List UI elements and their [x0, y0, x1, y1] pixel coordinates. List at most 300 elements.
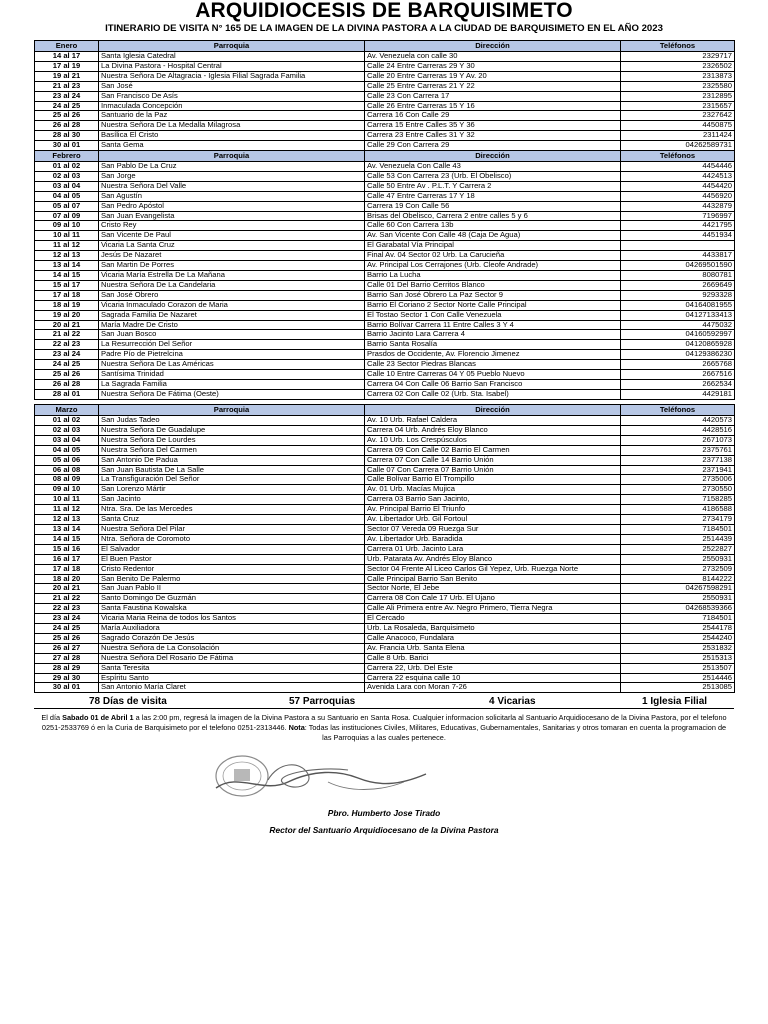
parish-phone: 04268539366 — [621, 604, 735, 614]
visit-dates: 30 al 01 — [35, 683, 99, 693]
parish-name: San Juan Bautista De La Salle — [99, 465, 365, 475]
visit-dates: 10 al 11 — [35, 495, 99, 505]
parish-name: Espíritu Santo — [99, 673, 365, 683]
visit-dates: 28 al 30 — [35, 131, 99, 141]
parish-address: Avenida Lara con Moran 7-26 — [365, 683, 621, 693]
table-row — [35, 663, 735, 673]
table-row — [35, 181, 735, 191]
parish-address: Calle 24 Entre Carreras 29 Y 30 — [365, 61, 621, 71]
table-row — [35, 505, 735, 515]
parish-address: Calle 29 Con Carrera 29 — [365, 141, 621, 151]
parish-address: Av. Francia Urb. Santa Elena — [365, 643, 621, 653]
parish-name: Nuestra Señora De Las Américas — [99, 360, 365, 370]
table-row — [35, 683, 735, 693]
parish-address: Carrera 09 Con Calle 02 Barrio El Carmen — [365, 445, 621, 455]
parish-address: Calle 25 Entre Carreras 21 Y 22 — [365, 81, 621, 91]
visit-dates: 23 al 24 — [35, 614, 99, 624]
parish-name: San José Obrero — [99, 290, 365, 300]
parish-name: Vicaria Inmaculado Corazon de Maria — [99, 300, 365, 310]
parish-phone: 04267598291 — [621, 584, 735, 594]
table-row — [35, 594, 735, 604]
summary-bar — [34, 696, 734, 709]
parish-name: Sagrada Familia De Nazaret — [99, 310, 365, 320]
table-row — [35, 131, 735, 141]
visit-dates: 01 al 02 — [35, 162, 99, 172]
summary-vicarias: 4 Vicarias — [489, 696, 536, 707]
parish-address: Carrera 02 Con Calle 02 (Urb. Sta. Isabel) — [365, 389, 621, 399]
document-title: ARQUIDIOCESIS DE BARQUISIMETO — [195, 0, 573, 22]
visit-dates: 05 al 07 — [35, 201, 99, 211]
parish-address: Urb. La Rosaleda, Barquisimeto — [365, 624, 621, 634]
parish-address: Barrio Jacinto Lara Carrera 4 — [365, 330, 621, 340]
parish-phone — [621, 241, 735, 251]
direccion-header: Dirección — [365, 151, 621, 162]
parish-name: San Pedro Apóstol — [99, 201, 365, 211]
parish-name: San Judas Tadeo — [99, 416, 365, 426]
parish-phone: 4429181 — [621, 389, 735, 399]
visit-dates: 03 al 04 — [35, 181, 99, 191]
parish-phone: 4186588 — [621, 505, 735, 515]
parish-address: Calle 53 Con Carrera 23 (Urb. El Obelisco) — [365, 171, 621, 181]
parish-address: Barrio La Lucha — [365, 270, 621, 280]
visit-dates: 28 al 01 — [35, 389, 99, 399]
telefonos-header: Teléfonos — [621, 405, 735, 416]
table-row — [35, 465, 735, 475]
parish-address: Av. Libertador Urb. Gil Fortoul — [365, 515, 621, 525]
parish-name: María Auxiliadora — [99, 624, 365, 634]
parish-phone: 4424513 — [621, 171, 735, 181]
visit-dates: 13 al 14 — [35, 261, 99, 271]
parish-name: Basílica El Cristo — [99, 131, 365, 141]
parish-phone: 2730550 — [621, 485, 735, 495]
parish-phone: 8080781 — [621, 270, 735, 280]
table-row — [35, 544, 735, 554]
parish-phone: 2311424 — [621, 131, 735, 141]
visit-dates: 26 al 28 — [35, 121, 99, 131]
parish-phone: 2325580 — [621, 81, 735, 91]
table-row — [35, 290, 735, 300]
signature-name: Pbro. Humberto Jose Tirado — [327, 808, 441, 818]
telefonos-header: Teléfonos — [621, 151, 735, 162]
parish-address: Carrera 16 Con Calle 29 — [365, 111, 621, 121]
parish-phone: 04160592997 — [621, 330, 735, 340]
table-row — [35, 370, 735, 380]
visit-dates: 14 al 15 — [35, 270, 99, 280]
parish-name: San Juan Bosco — [99, 330, 365, 340]
parish-name: Cristo Redentor — [99, 564, 365, 574]
parish-address: Calle 10 Entre Carreras 04 Y 05 Pueblo Nuevo — [365, 370, 621, 380]
parish-address: Sector Norte, El Jebe — [365, 584, 621, 594]
parish-phone: 7196997 — [621, 211, 735, 221]
visit-dates: 07 al 09 — [35, 211, 99, 221]
parroquia-header: Parroquia — [99, 151, 365, 162]
parish-phone: 4428516 — [621, 425, 735, 435]
table-row — [35, 435, 735, 445]
parish-phone: 4454420 — [621, 181, 735, 191]
table-row — [35, 101, 735, 111]
visit-dates: 15 al 17 — [35, 280, 99, 290]
visit-dates: 11 al 12 — [35, 241, 99, 251]
parish-phone: 2550931 — [621, 554, 735, 564]
table-row — [35, 445, 735, 455]
visit-dates: 21 al 22 — [35, 594, 99, 604]
parish-address: Carrera 04 Con Calle 06 Barrio San Francisco — [365, 379, 621, 389]
parish-phone: 7184501 — [621, 614, 735, 624]
table-row — [35, 91, 735, 101]
parish-address: Carrera 04 Urb. Andrés Eloy Blanco — [365, 425, 621, 435]
parish-address: Prasdos de Occidente, Av. Florencio Jimenez — [365, 350, 621, 360]
table-row — [35, 425, 735, 435]
parish-name: San Agustín — [99, 191, 365, 201]
parish-name: Nuestra Señora Del Rosario De Fátima — [99, 653, 365, 663]
itinerary-table-february — [34, 150, 735, 400]
visit-dates: 22 al 23 — [35, 604, 99, 614]
table-row — [35, 162, 735, 172]
parish-phone: 7158285 — [621, 495, 735, 505]
visit-dates: 18 al 19 — [35, 300, 99, 310]
visit-dates: 09 al 10 — [35, 221, 99, 231]
parish-address: Calle Anacoco, Fundalara — [365, 633, 621, 643]
table-row — [35, 191, 735, 201]
parish-address: Calle 23 Sector Piedras Blancas — [365, 360, 621, 370]
parish-address: Final Av. 04 Sector 02 Urb. La Carucieña — [365, 251, 621, 261]
parish-phone: 2732509 — [621, 564, 735, 574]
table-row — [35, 330, 735, 340]
visit-dates: 04 al 05 — [35, 191, 99, 201]
parish-address: Calle 26 Entre Carreras 15 Y 16 — [365, 101, 621, 111]
month-header: Marzo — [35, 405, 99, 416]
table-row — [35, 653, 735, 663]
table-row — [35, 280, 735, 290]
parish-address: Carrera 01 Urb. Jacinto Lara — [365, 544, 621, 554]
visit-dates: 01 al 02 — [35, 416, 99, 426]
table-row — [35, 211, 735, 221]
parish-phone: 2522827 — [621, 544, 735, 554]
visit-dates: 06 al 08 — [35, 465, 99, 475]
parish-name: Santa Faustina Kowalska — [99, 604, 365, 614]
visit-dates: 27 al 28 — [35, 653, 99, 663]
table-row — [35, 300, 735, 310]
table-row — [35, 201, 735, 211]
parish-address: Calle 47 Entre Carreras 17 Y 18 — [365, 191, 621, 201]
parish-phone: 2669649 — [621, 280, 735, 290]
table-row — [35, 455, 735, 465]
parish-name: La Transfiguración Del Señor — [99, 475, 365, 485]
table-row — [35, 52, 735, 62]
table-row — [35, 261, 735, 271]
visit-dates: 23 al 24 — [35, 350, 99, 360]
parish-address: Barrio Bolívar Carrera 11 Entre Calles 3 Y 4 — [365, 320, 621, 330]
parish-address: Calle 23 Con Carrera 17 — [365, 91, 621, 101]
table-row — [35, 673, 735, 683]
parish-phone: 04269501590 — [621, 261, 735, 271]
parish-phone: 04164081955 — [621, 300, 735, 310]
visit-dates: 24 al 25 — [35, 101, 99, 111]
parish-name: Nuestra Señora De La Candelaria — [99, 280, 365, 290]
parish-name: Santa Iglesia Catedral — [99, 52, 365, 62]
visit-dates: 19 al 20 — [35, 310, 99, 320]
parish-phone: 2550931 — [621, 594, 735, 604]
parish-name: San Juan Evangelista — [99, 211, 365, 221]
parish-name: San Vicente De Paul — [99, 231, 365, 241]
parish-address: El Garabatal Vía Principal — [365, 241, 621, 251]
note-label: Nota — [288, 723, 305, 733]
parish-phone: 9293328 — [621, 290, 735, 300]
parish-phone: 2327642 — [621, 111, 735, 121]
parish-address: Carrera 19 Con Calle 56 — [365, 201, 621, 211]
parish-name: Nuestra Señora De Lourdes — [99, 435, 365, 445]
parish-name: San Benito De Palermo — [99, 574, 365, 584]
parish-phone: 2531832 — [621, 643, 735, 653]
parish-phone: 04120865928 — [621, 340, 735, 350]
parish-address: Barrio San José Obrero La Paz Sector 9 — [365, 290, 621, 300]
parish-address: Barrio El Coriano 2 Sector Norte Calle Principal — [365, 300, 621, 310]
parish-name: La Resurrección Del Señor — [99, 340, 365, 350]
table-row — [35, 360, 735, 370]
parish-address: Calle Bolívar Barrio El Trompillo — [365, 475, 621, 485]
visit-dates: 02 al 03 — [35, 425, 99, 435]
table-row — [35, 71, 735, 81]
parish-name: El Buen Pastor — [99, 554, 365, 564]
parish-phone: 4454446 — [621, 162, 735, 172]
parish-address: El Tostao Sector 1 Con Calle Venezuela — [365, 310, 621, 320]
parish-name: Inmaculada Concepción — [99, 101, 365, 111]
parish-name: Sagrado Corazón De Jesús — [99, 633, 365, 643]
parish-name: San Jacinto — [99, 495, 365, 505]
table-row — [35, 554, 735, 564]
parish-phone: 4420573 — [621, 416, 735, 426]
table-row — [35, 524, 735, 534]
parish-name: Santo Domingo De Guzmán — [99, 594, 365, 604]
table-row — [35, 310, 735, 320]
parish-name: Nuestra Señora De Fátima (Oeste) — [99, 389, 365, 399]
parish-phone: 4456920 — [621, 191, 735, 201]
parish-address: Sector 04 Frente Al Liceo Carlos Gil Yepez, Urb. Ruezga Norte — [365, 564, 621, 574]
parish-address: El Cercado — [365, 614, 621, 624]
visit-dates: 05 al 06 — [35, 455, 99, 465]
parish-address: Av. Principal Barrio El Triunfo — [365, 505, 621, 515]
parish-phone: 4450875 — [621, 121, 735, 131]
visit-dates: 21 al 23 — [35, 81, 99, 91]
parish-name: La Sagrada Familia — [99, 379, 365, 389]
parish-address: Av. Venezuela con calle 30 — [365, 52, 621, 62]
visit-dates: 28 al 29 — [35, 663, 99, 673]
table-row — [35, 251, 735, 261]
parish-phone: 4432879 — [621, 201, 735, 211]
parish-phone: 2514439 — [621, 534, 735, 544]
parish-phone: 4451934 — [621, 231, 735, 241]
table-row — [35, 515, 735, 525]
parish-address: Carrera 15 Entre Calles 35 Y 36 — [365, 121, 621, 131]
visit-dates: 22 al 23 — [35, 340, 99, 350]
visit-dates: 12 al 13 — [35, 251, 99, 261]
parish-name: Santa Teresita — [99, 663, 365, 673]
signature-role: Rector del Santuario Arquidiocesano de la Divina Pastora — [269, 825, 499, 835]
visit-dates: 18 al 20 — [35, 574, 99, 584]
parish-name: Nuestra Señora Del Carmen — [99, 445, 365, 455]
parish-address: Carrera 03 Barrio San Jacinto, — [365, 495, 621, 505]
parish-name: San Pablo De La Cruz — [99, 162, 365, 172]
parish-name: Cristo Rey — [99, 221, 365, 231]
parish-phone: 2671073 — [621, 435, 735, 445]
parish-name: San Francisco De Asís — [99, 91, 365, 101]
parish-name: La Divina Pastora - Hospital Central — [99, 61, 365, 71]
parish-name: Ntra. Sra. De las Mercedes — [99, 505, 365, 515]
parish-address: Calle Principal Barrio San Benito — [365, 574, 621, 584]
visit-dates: 25 al 26 — [35, 633, 99, 643]
visit-dates: 29 al 30 — [35, 673, 99, 683]
visit-dates: 26 al 27 — [35, 643, 99, 653]
note-body: a las 2:00 pm, regresá la imagen de la Divina Pastora a su Santuario en Santa Rosa. Cualquier informacion solicitarla al Santuario Arquidiocesano de la Divina Pastora, por el telefono 0251-2533769 ó en la Curia de Barquisimeto por el telefono 0251-2313446. — [41, 713, 727, 733]
table-row — [35, 221, 735, 231]
note-date: Sabado 01 de Abril 1 — [62, 713, 134, 722]
table-row — [35, 564, 735, 574]
direccion-header: Dirección — [365, 41, 621, 52]
visit-dates: 14 al 15 — [35, 534, 99, 544]
parish-address: Sector 07 Vereda 09 Ruezga Sur — [365, 524, 621, 534]
parish-phone: 2667516 — [621, 370, 735, 380]
parish-address: Brisas del Obelisco, Carrera 2 entre calles 5 y 6 — [365, 211, 621, 221]
visit-dates: 02 al 03 — [35, 171, 99, 181]
parish-name: Nuestra Señora Del Pilar — [99, 524, 365, 534]
visit-dates: 09 al 10 — [35, 485, 99, 495]
table-row — [35, 416, 735, 426]
visit-dates: 23 al 24 — [35, 91, 99, 101]
visit-dates: 13 al 14 — [35, 524, 99, 534]
parish-phone: 7184501 — [621, 524, 735, 534]
parish-address: Av. 10 Urb. Los Crespúsculos — [365, 435, 621, 445]
parish-address: Av. Libertador Urb. Baradida — [365, 534, 621, 544]
parish-phone: 2312895 — [621, 91, 735, 101]
parish-phone: 2735006 — [621, 475, 735, 485]
table-row — [35, 340, 735, 350]
parish-address: Carrera 22, Urb. Del Este — [365, 663, 621, 673]
parish-name: Padre Pío de Pietrelcina — [99, 350, 365, 360]
visit-dates: 14 al 17 — [35, 52, 99, 62]
parish-address: Calle 50 Entre Av . P.L.T. Y Carrera 2 — [365, 181, 621, 191]
parish-address: Calle 60 Con Carrera 13b — [365, 221, 621, 231]
visit-dates: 17 al 18 — [35, 564, 99, 574]
table-row — [35, 485, 735, 495]
parish-name: El Salvador — [99, 544, 365, 554]
table-row — [35, 350, 735, 360]
parish-address: Av. 10 Urb. Rafael Caldera — [365, 416, 621, 426]
table-row — [35, 495, 735, 505]
table-row — [35, 633, 735, 643]
parish-address: Barrio Santa Rosalía — [365, 340, 621, 350]
parish-phone: 2734179 — [621, 515, 735, 525]
parish-phone: 04127133413 — [621, 310, 735, 320]
visit-dates: 19 al 21 — [35, 71, 99, 81]
parish-address: Av. Venezuela Con Calle 43 — [365, 162, 621, 172]
table-row — [35, 584, 735, 594]
parish-address: Calle 20 Entre Carreras 19 Y Av. 20 — [365, 71, 621, 81]
visit-dates: 15 al 16 — [35, 544, 99, 554]
parish-phone: 2515313 — [621, 653, 735, 663]
return-note — [40, 713, 728, 744]
parish-phone: 2326502 — [621, 61, 735, 71]
note-lead: El día — [41, 713, 63, 722]
table-row — [35, 171, 735, 181]
parish-phone: 2377138 — [621, 455, 735, 465]
parish-address: Av. 01 Urb. Macías Mujica — [365, 485, 621, 495]
parish-phone: 04262589731 — [621, 141, 735, 151]
visit-dates: 24 al 25 — [35, 624, 99, 634]
visit-dates: 17 al 19 — [35, 61, 99, 71]
parish-name: María Madre De Cristo — [99, 320, 365, 330]
table-row — [35, 320, 735, 330]
visit-dates: 10 al 11 — [35, 231, 99, 241]
parish-phone: 2329717 — [621, 52, 735, 62]
visit-dates: 25 al 26 — [35, 370, 99, 380]
parish-phone: 2315657 — [621, 101, 735, 111]
parish-name: San José — [99, 81, 365, 91]
parish-address: Carrera 08 Con Cale 17 Urb. El Ujano — [365, 594, 621, 604]
parish-phone: 4433817 — [621, 251, 735, 261]
parish-name: Vicaria María Estrella De La Mañana — [99, 270, 365, 280]
table-row — [35, 241, 735, 251]
parish-name: Vicaria Maria Reina de todos los Santos — [99, 614, 365, 624]
month-header: Febrero — [35, 151, 99, 162]
parish-phone: 2371941 — [621, 465, 735, 475]
parish-name: Nuestra Señora de La Consolación — [99, 643, 365, 653]
itinerary-table-march — [34, 404, 735, 693]
parish-address: Urb. Patarata Av. Andrés Eloy Blanco — [365, 554, 621, 564]
parish-address: Av. Principal Los Cerrajones (Urb. Cleofe Andrade) — [365, 261, 621, 271]
table-row — [35, 643, 735, 653]
table-row — [35, 231, 735, 241]
parish-phone: 2544240 — [621, 633, 735, 643]
direccion-header: Dirección — [365, 405, 621, 416]
visit-dates: 03 al 04 — [35, 435, 99, 445]
parish-address: Calle 07 Con Carrera 07 Barrio Unión — [365, 465, 621, 475]
parish-name: Nuestra Señora De Altagracia - Iglesia Filial Sagrada Familia — [99, 71, 365, 81]
parish-name: Santuario de la Paz — [99, 111, 365, 121]
parish-phone: 2513507 — [621, 663, 735, 673]
parish-address: Calle 8 Urb. Barici — [365, 653, 621, 663]
parish-phone: 8144222 — [621, 574, 735, 584]
parish-name: Nuestra Señora Del Valle — [99, 181, 365, 191]
parish-address: Av. San Vicente Con Calle 48 (Caja De Agua) — [365, 231, 621, 241]
parish-phone: 2665768 — [621, 360, 735, 370]
parish-phone: 4475032 — [621, 320, 735, 330]
parish-phone: 2513085 — [621, 683, 735, 693]
parish-phone: 2375761 — [621, 445, 735, 455]
parish-address: Carrera 07 Con Calle 14 Barrio Unión — [365, 455, 621, 465]
parish-name: San Martin De Porres — [99, 261, 365, 271]
parish-phone: 2514446 — [621, 673, 735, 683]
parish-name: Nuestra Señora De La Medalla Milagrosa — [99, 121, 365, 131]
note-nota-body: : Todas las instituciones Civiles, Militares, Educativas, Gubernamentales, Sanitarias y otros tomaran en cuenta la programacion de las Parroquias a las cuales pertenece. — [304, 723, 727, 743]
visit-dates: 24 al 25 — [35, 360, 99, 370]
summary-days: 78 Días de visita — [89, 696, 167, 707]
itinerary-table-january — [34, 40, 735, 151]
parish-name: San Juan Pablo II — [99, 584, 365, 594]
table-row — [35, 624, 735, 634]
parish-phone: 4421795 — [621, 221, 735, 231]
parish-phone: 04129386230 — [621, 350, 735, 360]
parroquia-header: Parroquia — [99, 405, 365, 416]
parish-name: Santa Cruz — [99, 515, 365, 525]
visit-dates: 25 al 26 — [35, 111, 99, 121]
parish-name: San Jorge — [99, 171, 365, 181]
parish-name: Nuestra Señora De Guadalupe — [99, 425, 365, 435]
table-row — [35, 614, 735, 624]
parish-name: Vicaria La Santa Cruz — [99, 241, 365, 251]
table-row — [35, 81, 735, 91]
visit-dates: 20 al 21 — [35, 320, 99, 330]
visit-dates: 30 al 01 — [35, 141, 99, 151]
